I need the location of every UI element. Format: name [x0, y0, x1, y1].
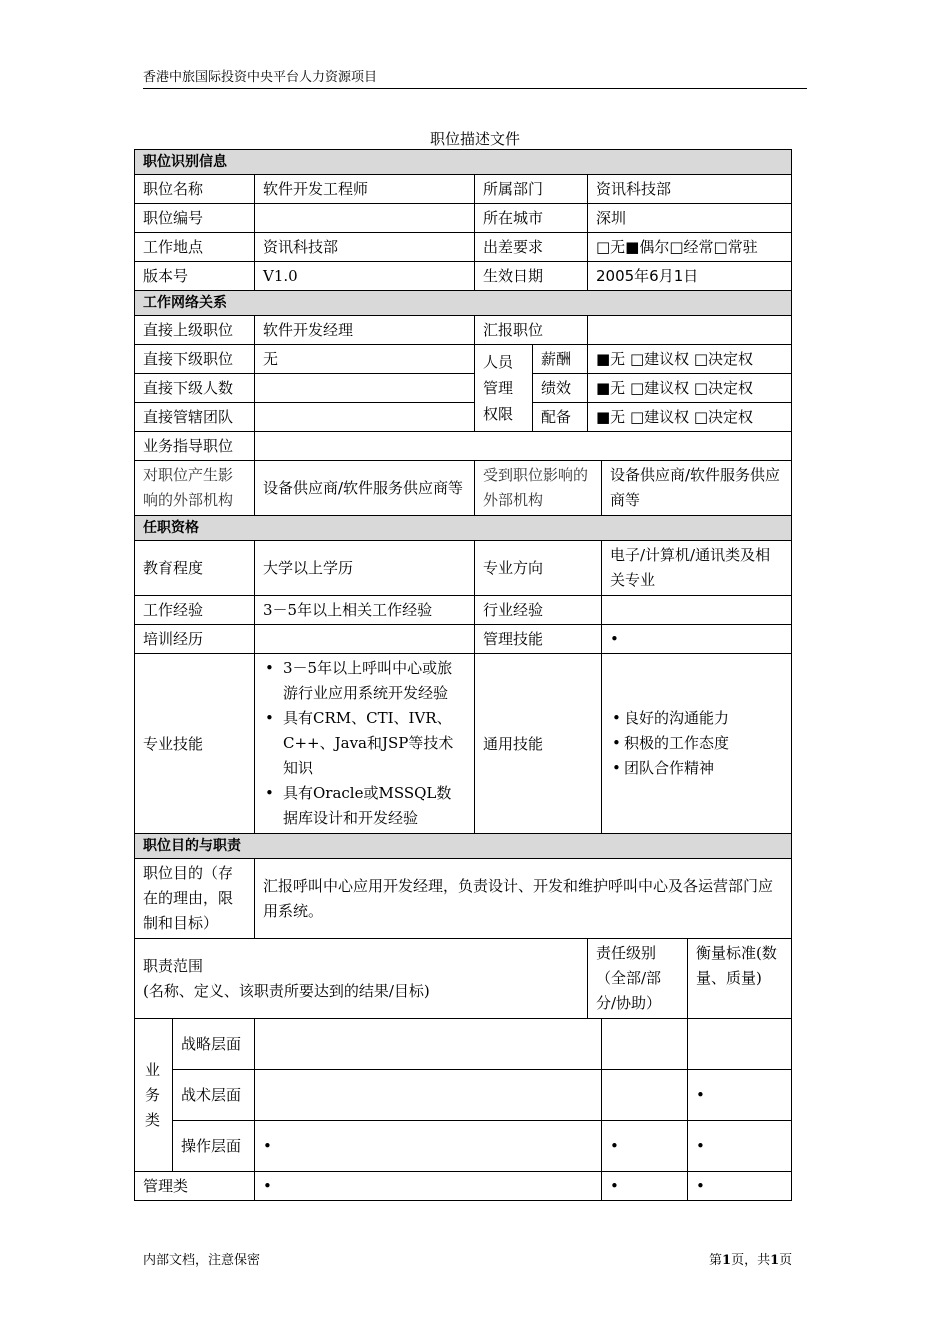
training-value: [255, 625, 475, 654]
report-label: 汇报职位: [475, 316, 588, 345]
operation-level-cell: •: [602, 1121, 688, 1172]
work-place-value: 资讯科技部: [255, 233, 475, 262]
scope-label: 职责范围: [143, 956, 204, 975]
section-network: 工作网络关系: [135, 291, 792, 316]
training-label: 培训经历: [135, 625, 255, 654]
operation-level-label: 操作层面: [173, 1121, 255, 1172]
position-code-label: 职位编号: [135, 204, 255, 233]
page-header: 香港中旅国际投资中央平台人力资源项目: [143, 66, 807, 89]
strategy-measure: [688, 1019, 792, 1070]
effective-date-value: 2005年6月1日: [588, 262, 792, 291]
scope-header: [135, 939, 588, 1019]
performance-label: 绩效: [533, 374, 588, 403]
tactic-level-cell: [602, 1070, 688, 1121]
auth-label-line-3: 权限: [483, 405, 514, 423]
footer-page-number: 第1页，共1页: [709, 1253, 793, 1268]
position-code-value: [255, 204, 475, 233]
document-title: 职位描述文件: [429, 130, 520, 148]
work-place-label: 工作地点: [135, 233, 255, 262]
external-affecting-value: 设备供应商/软件服务供应商等: [255, 461, 475, 516]
section-identity: 职位识别信息: [135, 150, 792, 175]
management-scope: •: [255, 1172, 602, 1201]
travel-value: □无■偶尔□经常□常驻: [588, 233, 792, 262]
department-value: 资讯科技部: [588, 175, 792, 204]
auth-label-line-2: 管理: [483, 379, 514, 397]
tactic-scope: [255, 1070, 602, 1121]
subordinate-label: 直接下级职位: [135, 345, 255, 374]
operation-scope: •: [255, 1121, 602, 1172]
business-category-label: 业务类: [135, 1019, 173, 1172]
city-label: 所在城市: [475, 204, 588, 233]
list-item: • 具有Oracle或MSSQL数据库设计和开发经验: [265, 784, 452, 827]
staffing-authority: ■无 □建议权 □决定权: [588, 403, 792, 432]
external-affected-label: 受到职位影响的外部机构: [475, 461, 602, 516]
tactic-level-label: 战术层面: [173, 1070, 255, 1121]
personnel-auth-label: [475, 345, 533, 432]
management-level-cell: •: [602, 1172, 688, 1201]
guidance-value: [255, 432, 792, 461]
purpose-value: 汇报呼叫中心应用开发经理，负责设计、开发和维护呼叫中心及各运营部门应用系统。: [255, 859, 792, 939]
salary-authority: ■无 □建议权 □决定权: [588, 345, 792, 374]
external-affecting-label: 对职位产生影响的外部机构: [135, 461, 255, 516]
management-measure: •: [688, 1172, 792, 1201]
strategy-scope: [255, 1019, 602, 1070]
management-skill-label: 管理技能: [475, 625, 602, 654]
travel-label: 出差要求: [475, 233, 588, 262]
management-skill-value: •: [602, 625, 792, 654]
strategy-level-cell: [602, 1019, 688, 1070]
city-value: 深圳: [588, 204, 792, 233]
strategy-level-label: 战略层面: [173, 1019, 255, 1070]
list-item: • 良好的沟通能力: [612, 709, 730, 727]
superior-value: 软件开发经理: [255, 316, 475, 345]
section-purpose: 职位目的与职责: [135, 834, 792, 859]
team-value: [255, 403, 475, 432]
report-value: [588, 316, 792, 345]
tactic-measure: •: [688, 1070, 792, 1121]
job-description-table: [134, 149, 792, 1201]
list-item: • 3－5年以上呼叫中心或旅游行业应用系统开发经验: [265, 659, 453, 702]
version-label: 版本号: [135, 262, 255, 291]
list-item: • 团队合作精神: [612, 759, 715, 777]
external-affected-value: 设备供应商/软件服务供应商等: [602, 461, 792, 516]
effective-date-label: 生效日期: [475, 262, 588, 291]
auth-label-line-1: 人员: [483, 353, 514, 371]
experience-value: 3－5年以上相关工作经验: [255, 596, 475, 625]
scope-subtitle: (名称、定义、该职责所要达到的结果/目标): [143, 981, 430, 1000]
purpose-label: 职位目的（存在的理由，限制和目标）: [135, 859, 255, 939]
subordinate-count-label: 直接下级人数: [135, 374, 255, 403]
position-name-label: 职位名称: [135, 175, 255, 204]
list-item: • 积极的工作态度: [612, 734, 730, 752]
team-label: 直接管辖团队: [135, 403, 255, 432]
general-skill-label: 通用技能: [475, 654, 602, 834]
subordinate-count-value: [255, 374, 475, 403]
footer-confidential: 内部文档，注意保密: [143, 1253, 261, 1268]
general-skill-list: [602, 654, 792, 834]
major-value: 电子/计算机/通讯类及相关专业: [602, 541, 792, 596]
performance-authority: ■无 □建议权 □决定权: [588, 374, 792, 403]
version-value: V1.0: [255, 262, 475, 291]
management-category-label: 管理类: [135, 1172, 255, 1201]
responsibility-level-label: 责任级别（全部/部分/协助）: [588, 939, 688, 1019]
staffing-label: 配备: [533, 403, 588, 432]
measure-label: 衡量标准(数量、质量): [688, 939, 792, 1019]
position-name-value: 软件开发工程师: [255, 175, 475, 204]
industry-label: 行业经验: [475, 596, 602, 625]
education-value: 大学以上学历: [255, 541, 475, 596]
professional-skill-list: [255, 654, 475, 834]
salary-label: 薪酬: [533, 345, 588, 374]
list-item: • 具有CRM、CTI、IVR、C++、Java和JSP等技术知识: [265, 709, 454, 777]
industry-value: [602, 596, 792, 625]
operation-measure: •: [688, 1121, 792, 1172]
subordinate-value: 无: [255, 345, 475, 374]
section-qualification: 任职资格: [135, 516, 792, 541]
department-label: 所属部门: [475, 175, 588, 204]
superior-label: 直接上级职位: [135, 316, 255, 345]
experience-label: 工作经验: [135, 596, 255, 625]
guidance-label: 业务指导职位: [135, 432, 255, 461]
professional-skill-label: 专业技能: [135, 654, 255, 834]
education-label: 教育程度: [135, 541, 255, 596]
major-label: 专业方向: [475, 541, 602, 596]
